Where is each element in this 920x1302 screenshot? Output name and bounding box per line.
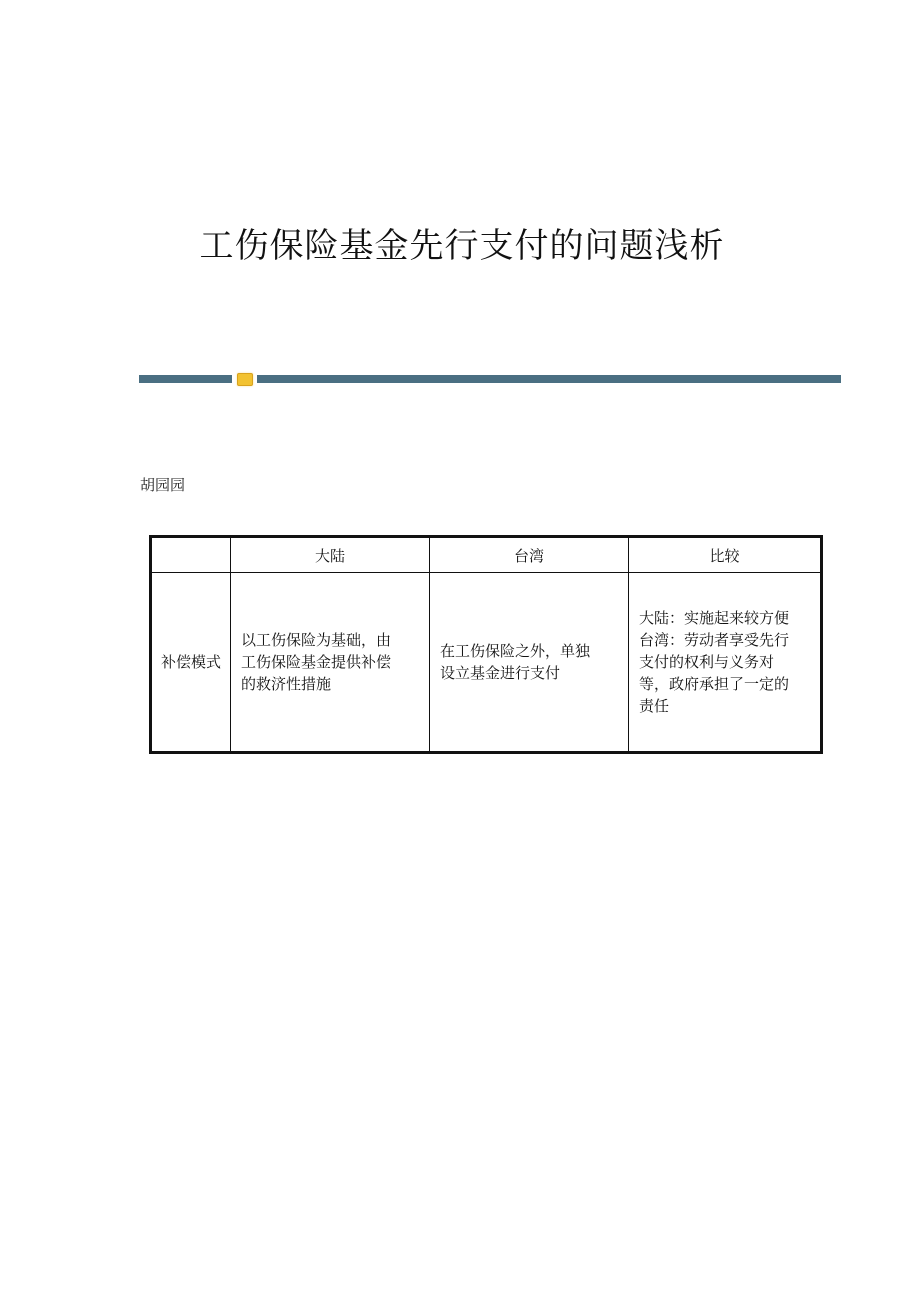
divider-left	[139, 375, 232, 383]
table-header-row	[151, 537, 822, 573]
header-empty	[151, 537, 231, 573]
cell-line: 的救济性措施	[241, 675, 332, 693]
cell-line: 大陆：实施起来较方便	[639, 609, 790, 627]
divider-right	[257, 375, 841, 383]
cell-line: 等，政府承担了一定的	[639, 675, 790, 693]
author-name: 胡园园	[140, 476, 186, 494]
cell-mainland	[231, 573, 430, 753]
cell-line: 工伤保险基金提供补偿	[241, 653, 392, 671]
header-taiwan: 台湾	[430, 537, 629, 573]
cell-line: 设立基金进行支付	[440, 664, 561, 682]
table-row	[151, 573, 822, 753]
cell-comparison	[629, 573, 822, 753]
cell-line: 责任	[639, 697, 670, 715]
row-label: 补偿模式	[151, 573, 231, 753]
cell-line: 台湾：劳动者享受先行	[639, 631, 790, 649]
document-title: 工伤保险基金先行支付的问题浅析	[199, 226, 725, 266]
comparison-table	[149, 535, 823, 754]
cell-line: 支付的权利与义务对	[639, 653, 775, 671]
header-mainland: 大陆	[231, 537, 430, 573]
cell-line: 以工伤保险为基础，由	[241, 631, 392, 649]
cell-taiwan	[430, 573, 629, 753]
divider-ornament-icon	[237, 373, 253, 386]
header-comparison: 比较	[629, 537, 822, 573]
cell-line: 在工伤保险之外，单独	[440, 642, 591, 660]
